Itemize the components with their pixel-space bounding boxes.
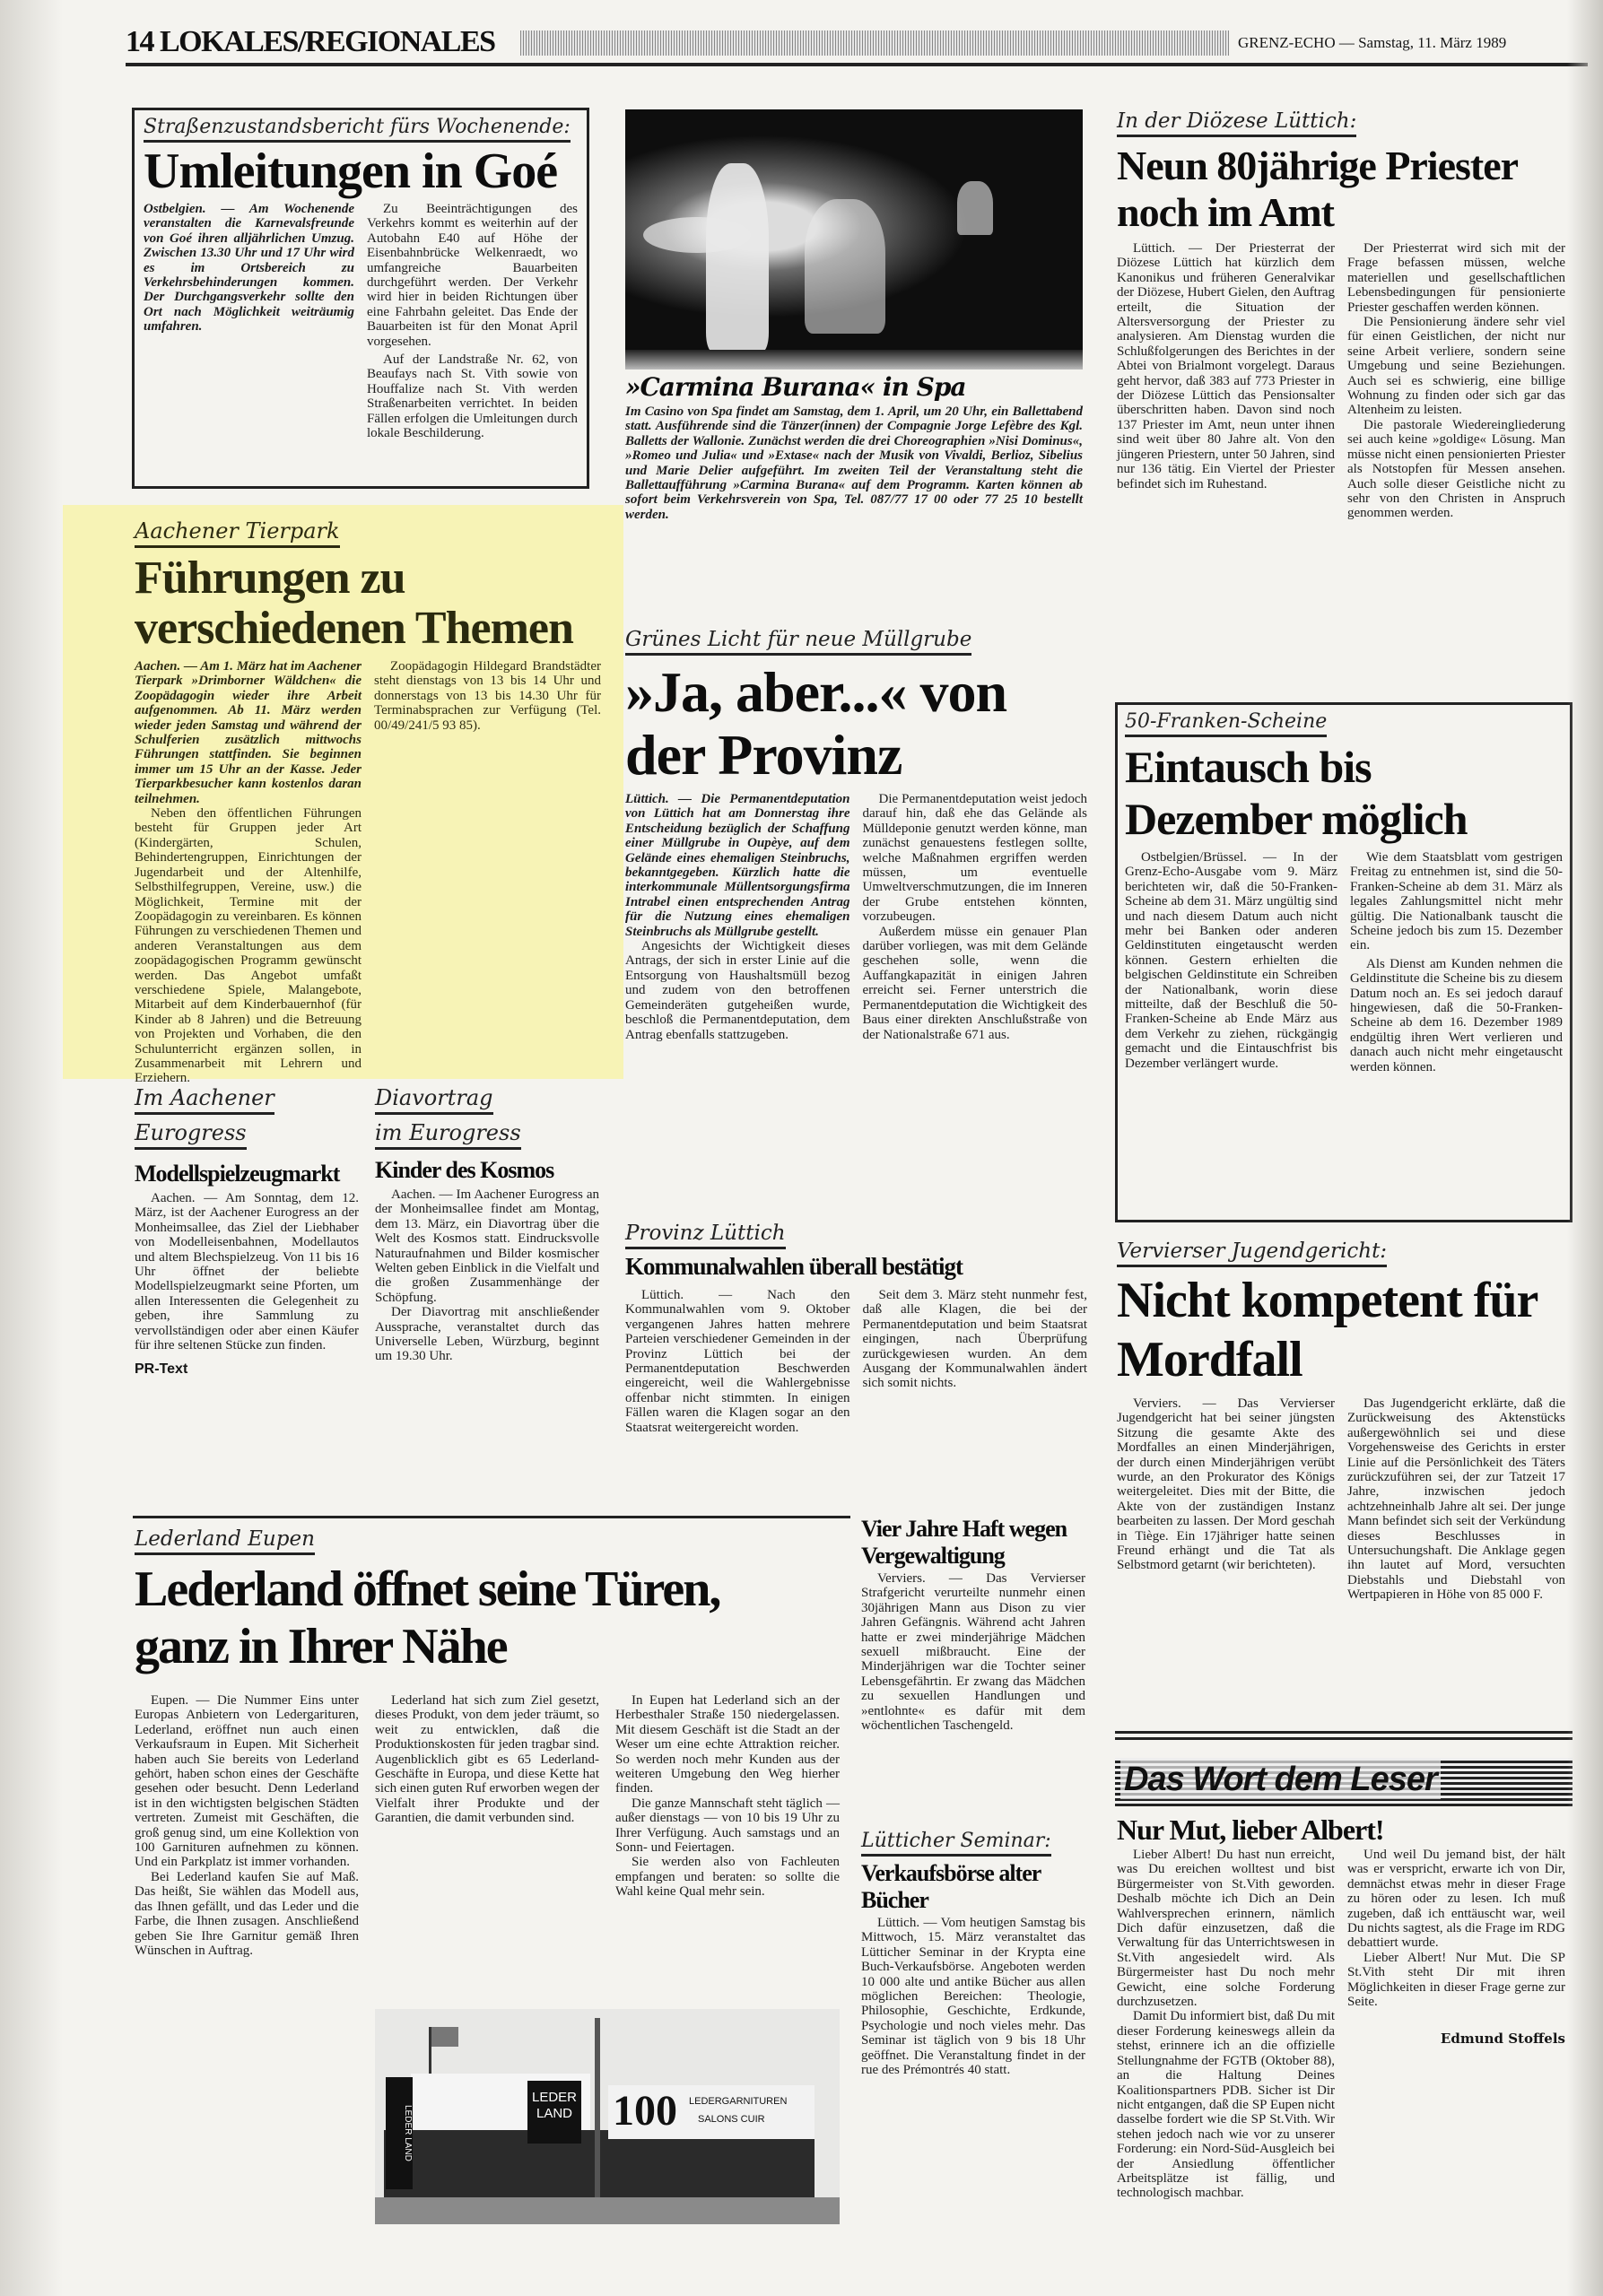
article-paragraph: Lieber Albert! Du hast nun erreicht, was Du ereichen wolltest und bist Bürgermeister von St.Vith geworden. Deshalb möchte ich Dich an Dein Wahlversprechen erinnern, nämlich Dich dafür einzusetzen, daß die Verwaltung für das Unterrichtswesen in St.Vith angesiedelt wird. Als Bürgermeister hast Du noch mehr Gewicht, eine solche Forderung durchzusetzen.: [1117, 1848, 1335, 2010]
store-flag-icon: [431, 2027, 458, 2047]
article-headline: Kommunalwahlen überall bestätigt: [625, 1253, 963, 1280]
article-paragraph: Und weil Du jemand bist, der hält was er verspricht, erwarte ich von Dir, demnächst etwas mehr in dieser Frage zu hören oder zu lesen. Ich muß zugeben, daß ich enttäuscht war, weil Du nichts sagtest, als die Frage im RDG debattiert wurde.: [1347, 1848, 1565, 1951]
article-leser: [1117, 1815, 1565, 2201]
article-paragraph: Verviers. — Das Vervierser Jugendgericht hat bei seiner jüngsten Sitzung die gesamte Akte des Mordfalles an einen Minderjährigen, der durch einen Minderjährigen verübt wurde, an den Prokurator des Königs weitergeleitet. Dies mit der Bitte, die Akte von der zuständigen Instanz bearbeiten zu lassen. Der Mord geschah in Tiège. Ein 17jähriger hatte seinen Freund erhängt und die Tat als Selbstmord getarnt (wir berichteten).: [1117, 1396, 1335, 1573]
ballet-photo: [625, 109, 1083, 370]
article-kosmos: [375, 1085, 599, 1364]
article-headline: Lederland öffnet seine Türen,: [135, 1561, 720, 1617]
article-priester: [1117, 109, 1565, 521]
article-paragraph: Sie werden also von Fachleuten empfangen und beraten: so sollte die Wahl keine Qual mehr sein.: [615, 1855, 840, 1900]
article-paragraph: Lederland hat sich zum Ziel gesetzt, dieses Produkt, von dem jeder träumt, so weit zu entwicklen, daß die Produktionskosten für jeden tragbar sind. Augenblicklich gibt es 65 Lederland-Geschäfte in Europa, und diese Kette hat sich einen guten Ruf erworben wegen der Vielfalt ihrer Produkte und der Garantien, die damit verbunden sind.: [375, 1693, 599, 1826]
column-rule: [133, 1516, 850, 1518]
store-sign-left: LEDER LAND: [386, 2077, 413, 2189]
article-headline: Nur Mut, lieber Albert!: [1117, 1813, 1384, 1846]
article-paragraph: Das Jugendgericht erklärte, daß die Zurückweisung des Aktenstücks außergewöhnlich sei und diese Vorgehensweise des Gerichts in erster Linie auf die Persönlichkeit des Täters zurückzuführen sei, der zur Tatzeit 17 Jahre, inzwischen jedoch achtzehneinhalb Jahre alt sei. Der junge Mann befindet sich seit der Verkündung dieses Beschlusses in Untersuchungshaft. Die Anklage gegen ihn lautet auf Mord, versuchten Diebstahls und Diebstahl von Wertpapieren in Höhe von 85 000 F.: [1347, 1396, 1565, 1603]
article-tierpark-content: [135, 518, 601, 1086]
article-lederland-col1: [135, 1693, 359, 1958]
article-headline: Neun 80jährige Priester noch im Amt: [1117, 143, 1518, 235]
store-sign-ledergarnituren: LEDERGARNITUREN: [689, 2096, 788, 2107]
article-kicker: In der Diözese Lüttich:: [1117, 109, 1356, 137]
article-paragraph: Auf der Landstraße Nr. 62, von Beaufays nach St. Vith sowie von Houffalize nach St. Vith werden Straßenarbeiten verrichtet. In beiden Fällen erfolgen die Umleitungen durch lokale Beschilderung.: [367, 352, 578, 441]
section-banner-title: Das Wort dem Leser: [1120, 1761, 1441, 1799]
article-kicker: Im Aachener: [135, 1085, 274, 1115]
article-paragraph: Lüttich. — Der Priesterrat der Diözese Lüttich hat kürzlich dem Kanonikus und früheren Generalvikar der Diözese, Hubert Gielen, den Auftrag erteilt, die Situation der Altersversorgung der Priester zu analysieren. Am Dienstag wurden die Schlußfolgerungen des Berichtes in der Abtei von Brialmont vorgelegt. Daraus geht hervor, daß 383 auf 773 Priester in der Diözese Lüttich das Pensionsalter überschritten haben. Davon sind noch 137 Priester im Amt, neun unter ihnen sind weit über 80 Jahre alt. Von den jüngeren Priestern, unter 50 Jahren, sind nur 136 tätig. Ein Viertel der Priester befindet sich im Ruhestand.: [1117, 241, 1335, 491]
page-edge-shadow-right: [1567, 0, 1603, 2296]
column-rule: [1115, 1737, 1573, 1740]
article-kicker: Lederland Eupen: [135, 1527, 315, 1555]
article-lederland-col2: [375, 1693, 599, 1826]
article-lederland: [135, 1527, 843, 1675]
article-haft: [861, 1516, 1085, 1733]
masthead-hatch-bar: [520, 30, 1229, 56]
article-body: Lüttich. — Vom heutigen Samstag bis Mittwoch, 15. März veranstaltet das Lütticher Seminar in der Krypta eine Buch-Verkaufsbörse. Angeboten werden 10 000 alte und antike Bücher aus allen möglichen Bereichen: Theologie, Philosophie, Geschichte, Erdkunde, Psychologie und noch vieles mehr. Das Seminar ist täglich von 9 bis 18 Uhr geöffnet. Die Veranstaltung findet in der rue des Prémontrés 40 statt.: [861, 1916, 1085, 2078]
article-kommunal: [625, 1222, 1087, 1435]
store-sign-100: 100: [613, 2087, 677, 2135]
article-kicker: im Eurogress: [375, 1120, 521, 1150]
article-paragraph: Der Diavortrag mit anschließender Aussprache, veranstaltet durch das Universelle Leben, Würzburg, beginnt um 19.30 Uhr.: [375, 1305, 599, 1364]
article-paragraph: Zoopädagogin Hildegard Brandstädter steht dienstags von 13 bis 14 Uhr und donnerstags von 13 bis 14.30 Uhr für Terminabsprachen zur Verfügung (Tel. 00/49/241/5 93 85).: [374, 659, 601, 733]
article-kicker: Vervierser Jugendgericht:: [1117, 1239, 1387, 1267]
article-headline: Umleitungen in Goé: [144, 144, 558, 199]
article-paragraph: Außerdem müsse ein genauer Plan darüber vorliegen, was mit dem Gelände geschehen solle, wenn die Auffangkapazität in einigen Jahren erreicht sei. Ferner unterstrich die Permanentdeputation die Wichtigkeit des Baus einer direkten Anschlußstraße von der Nationalstraße 671 aus.: [862, 924, 1087, 1042]
article-paragraph: Die pastorale Wiedereingliederung sei auch keine »goldige« Lösung. Man müsse nicht einen pensionierten Priester als Notstopfen für Messen ansehen. Auch solle dieser Geistliche nicht zu sehr von den Christen in Anspruch genommen werden.: [1347, 417, 1565, 521]
section-banner-leser: [1115, 1758, 1573, 1806]
page-section-title: 14 LOKALES/REGIONALES: [126, 25, 495, 58]
article-body: Im Casino von Spa findet am Samstag, dem 1. April, um 20 Uhr, ein Ballettabend statt. Ausführende sind die Tänzer(innen) der Compagnie Jorge Lefèbre des Kgl. Balletts der Wallonie. Zunächst werden die drei Choreographien »Nisi Dominus«, »Romeo und Julia« und »Extase« nach der Musik von Vivaldi, Berlioz, Sibelius und Marie Delier aufgeführt. Im zweiten Teil der Veranstaltung steht die Ballettaufführung »Carmina Burana« auf dem Programm. Karten können ab sofort beim Verkehrsverein von Spa, Tel. 087/77 17 00 oder 77 25 10 bestellt werden.: [625, 404, 1083, 522]
stage-floor: [625, 350, 1083, 370]
article-headline: Eintausch bis Dezember möglich: [1125, 742, 1468, 844]
article-paragraph: Seit dem 3. März steht nunmehr fest, daß alle Klagen, die bei der Permanentdeputation und beim Staatsrat eingingen, nach Überprüfung zurückgewiesen wurden. An dem Ausgang der Kommunalwahlen ändert sich somit nichts.: [862, 1288, 1087, 1391]
article-paragraph: Die Permanentdeputation weist jedoch darauf hin, daß ehe das Gelände als Mülldeponie genutzt werden könne, man zunächst genauestens festlegen sollte, welche Maßnahmen ergriffen werden müssen, um eventuelle Umweltverschmutzungen, die im Inneren der Grube entstehen könnten, vorzubeugen.: [862, 792, 1087, 925]
article-headline: Nicht kompetent für Mordfall: [1117, 1273, 1538, 1387]
article-franken: [1115, 702, 1573, 1222]
article-paragraph: Zu Beeinträchtigungen des Verkehrs kommt es weiterhin auf der Autobahn E40 auf Höhe der Eisenbahnbrücke Welkenraedt, wo umfangreiche Bauarbeiten durchgeführt werden. Der Verkehr wird hier in beiden Richtungen über eine Fahrbahn geleitet. Das Ende der Bauarbeiten ist für den Monat April vorgesehen.: [367, 202, 578, 349]
article-headline: Modellspielzeugmarkt: [135, 1161, 340, 1187]
store-sign-main: LEDER LAND: [527, 2081, 581, 2144]
article-seminar: [861, 1830, 1085, 2077]
article-headline: »Carmina Burana« in Spa: [625, 372, 966, 402]
article-lead: Aachen. — Am 1. März hat im Aachener Tierpark »Drimborner Wäldchen« die Zoopädagogin wieder ihre Arbeit aufgenommen. Ab 11. März werden wieder jeden Samstag und während der Schulferien zusätzlich mittwochs Führungen stattfinden. Sie beginnen immer um 15 Uhr an der Kasse. Jeder Tierparkbesucher kann kostenlos daran teilnehmen.: [135, 659, 362, 806]
store-ground: [375, 2197, 840, 2224]
article-kicker: Eurogress: [135, 1120, 247, 1150]
article-paragraph: Die Pensionierung ändere sehr viel für einen Geistlichen, der nicht nur seine Arbeit verliere, sondern seine Umgebung und seine Beziehungen. Auch sei es schwierig, eine billige Wohnung zu finden oder sich gar das Altenheim zu leisten.: [1347, 315, 1565, 418]
masthead: [126, 25, 1588, 70]
article-paragraph: Ostbelgien/Brüssel. — In der Grenz-Echo-Ausgabe vom 9. März berichteten wir, daß die 50-Franken-Scheine ab dem 31. März ungültig sind und nach diesem Datum auch nicht mehr bei Banken oder anderen Geldinstituten eingetauscht werden können. Gestern erhielten die belgischen Geldinstitute ein Schreiben der Nationalbank, worin diese mitteilte, daß der Beschluß die 50-Franken-Scheine ab Ende März aus dem Verkehr zu ziehen, rückgängig gemacht und die Eintauschfrist bis Dezember verlängert wurde.: [1125, 850, 1337, 1071]
article-paragraph: Die ganze Mannschaft steht täglich — außer dienstags — von 10 bis 19 Uhr zu Ihrer Verfügung. Auch samstags und an Sonn- und Feiertagen.: [615, 1796, 840, 1856]
article-mordfall: [1117, 1239, 1565, 1603]
dancer-figure: [957, 181, 993, 235]
article-headline: »Ja, aber...« von der Provinz: [625, 660, 1007, 787]
page-edge-shadow: [0, 0, 63, 2296]
article-paragraph: Bei Lederland kaufen Sie auf Maß. Das heißt, Sie wählen das Modell aus, das Ihnen gefällt, und das Leder und die Farbe, die Ihnen zusagen. Anschließend geben Sie Ihre Garnitur gemäß Ihren Wünschen in Auftrag.: [135, 1869, 359, 1958]
article-paragraph: Neben den öffentlichen Führungen besteht für Gruppen jeder Art (Kindergärten, Schulen, Behindertengruppen, Einrichtungen der Jugendarbeit und der Altenhilfe, Selbsthilfegruppen, Vereine, usw.) die Möglichkeit, Termine mit der Zoopädagogin zu vereinbaren. Es können Führungen zu verschiedenen Themen und anderen Veranstaltungen aus dem zoopädagogischen Programm gewünscht werden. Das Angebot umfaßt verschiedene Spiele, Malangebote, Mitarbeit auf dem Kinderbauernhof (für Kinder ab 8 Jahren) und die Betreuung von Projekten und Vorhaben, die den Schulunterricht ergänzen sollen, in Zusammenarbeit mit Lehrern und Erziehern.: [135, 806, 362, 1086]
masthead-rule: [126, 63, 1588, 66]
article-kicker: Lütticher Seminar:: [861, 1830, 1051, 1857]
article-lead: Lüttich. — Die Permanentdeputation von Lüttich hat am Donnerstag ihre Entscheidung bezüglich der Schaffung einer Müllgrube in Oupèye, auf dem Gelände eines ehemaligen Steinbruchs, bekanntgegeben. Kürzlich hatte die interkommunale Müllentsorgungsfirma Intrabel einen entsprechenden Antrag für die Nutzung eines ehemaligen Steinbruchs als Müllgrube gestellt.: [625, 792, 850, 939]
article-body: Aachen. — Am Sonntag, dem 12. März, ist der Aachener Eurogress an der Monheimsallee, das Ziel der Liebhaber von Modelleisenbahnen, Modellautos und altem Blechspielzeug. Von 11 bis 16 Uhr öffnet der beliebte Modellspielzeugmarkt seine Pforten, um allen Interessenten die Gelegenheit zu geben, ihre Sammlung zu vervollständigen oder aber einen Käufer für ihre seltenen Stücke zun finden.: [135, 1191, 359, 1353]
article-body: Verviers. — Das Vervierser Strafgericht verurteilte nunmehr einen 30jährigen Mann aus Dison zu vier Jahren Gefängnis. Während acht Jahren hatte er zwei minderjährige Mädchen sexuell mißbraucht. Eine der Minderjährigen war die Tochter seiner Lebensgefährtin. Er zwang das Mädchen zu sexuellen Handlungen und »entlohnte« es dafür mit dem wöchentlichen Taschengeld.: [861, 1571, 1085, 1734]
article-kicker: Diavortrag: [375, 1085, 493, 1115]
article-paragraph: Lieber Albert! Nur Mut. Die SP St.Vith steht Dir mit ihren Möglichkeiten in dieser Frage gerne zur Seite.: [1347, 1950, 1565, 2010]
article-headline: Kinder des Kosmos: [375, 1157, 554, 1183]
dancer-figure: [643, 217, 751, 253]
article-muellgrube: [625, 628, 1087, 1042]
article-kicker: 50-Franken-Scheine: [1125, 710, 1327, 737]
article-headline: Führungen zu verschiedenen Themen: [135, 552, 573, 654]
article-paragraph: Angesichts der Wichtigkeit dieses Antrags, der sich in erster Linie auf die Entsorgung von Haushaltsmüll bezog und zudem von den betroffenen Gemeinderäten gutgeheißen wurde, beschloß die Permanentdeputation, dem Antrag ebenfalls stattzugeben.: [625, 939, 850, 1042]
dateline: GRENZ-ECHO — Samstag, 11. März 1989: [1238, 34, 1507, 51]
article-paragraph: Lüttich. — Nach den Kommunalwahlen vom 9. Oktober vergangenen Jahres hatten mehrere Parteien verschiedener Gemeinden in der Provinz Lüttich bei der Permanentdeputation Beschwerden eingereicht, weil die Wahlergebnisse offenbar nicht stimmten. In einigen Fällen waren die Klagen sogar an den Staatsrat weitergereicht worden.: [625, 1288, 850, 1435]
article-kicker: Provinz Lüttich: [625, 1222, 786, 1249]
article-headline: Vier Jahre Haft wegen Vergewaltigung: [861, 1516, 1067, 1569]
article-paragraph: Wie dem Staatsblatt vom gestrigen Freitag zu entnehmen ist, sind die 50-Franken-Scheine ab dem 31. März als legales Zahlungsmittel nicht mehr gültig. Die Nationalbank tauscht die Scheine jedoch bis zum 15. Dezember ein.: [1350, 850, 1563, 953]
store-photo: [375, 2009, 840, 2224]
article-headline: ganz in Ihrer Nähe: [135, 1619, 507, 1674]
article-carmina: [625, 372, 1083, 522]
column-rule: [1115, 1731, 1573, 1734]
store-sign-salons: SALONS CUIR: [698, 2114, 765, 2125]
article-paragraph: Der Priesterrat wird sich mit der Frage befassen müssen, welche materiellen und gesellschaftlichen Lebensbedingungen für pensionierte Priester geschaffen werden können.: [1347, 241, 1565, 315]
letter-signature: Edmund Stoffels: [1440, 2031, 1565, 2048]
article-lederland-col3: [615, 1693, 840, 1900]
article-kicker: Aachener Tierpark: [135, 518, 340, 548]
article-paragraph: Als Dienst am Kunden nehmen die Geldinstitute die Scheine bis zu diesem Datum noch an. Es sei jedoch darauf hingewiesen, daß die 50-Franken-Scheine ab dem 16. Dezember 1989 endgültig ihren Wert verlieren und danach auch nicht mehr eingetauscht werden können.: [1350, 956, 1563, 1074]
pr-text-label: PR-Text: [135, 1361, 188, 1378]
article-paragraph: In Eupen hat Lederland sich an der Herbesthaler Straße 150 niedergelassen. Mit diesem Geschäft ist die Stadt an der Weser um eine echte Attraktion reicher. So werden noch mehr Kunden aus der weiteren Umgebung den Weg hierher finden.: [615, 1693, 840, 1796]
article-lead: Ostbelgien. — Am Wochenende veranstalten die Karnevalsfreunde von Goé ihren alljährlichen Umzug. Zwischen 13.30 Uhr und 17 Uhr wird es im Ortsbereich zu Verkehrsbehinderungen kommen. Der Durchgangsverkehr sollte den Ort nach Möglichkeit weiträumig umfahren.: [144, 202, 354, 335]
article-kicker: Straßenzustandsbericht fürs Wochenende:: [144, 116, 571, 143]
article-modell: [135, 1085, 359, 1378]
article-kicker: Grünes Licht für neue Müllgrube: [625, 628, 971, 656]
article-paragraph: Damit Du informiert bist, daß Du mit dieser Forderung keineswegs allein da stehst, erinnere ich an die offizielle Stellungnahme der FGTB (Oktober 88), an die Haltung Deines Koalitionspartners PDB. Sicher ist Dir nicht entgangen, daß die SP Eupen nicht dasselbe fordert wie die SP St.Vith. Wir stehen jedoch nach wie vor zu unserer Forderung: ein Nord-Süd-Ausgleich bei der Ansiedlung öffentlicher Arbeitsplätze ist fällig, und technologisch machbar.: [1117, 2009, 1335, 2201]
article-goe: [132, 108, 589, 489]
article-paragraph: Aachen. — Im Aachener Eurogress an der Monheimsallee findet am Montag, dem 13. März, ein Diavortrag über die Welt des Kosmos statt. Eindrucksvolle Naturaufnahmen und Bilder kosmischer Welten geben Einblick in die Vielfalt und die großen Zusammenhänge der Schöpfung.: [375, 1187, 599, 1305]
store-pole: [595, 2018, 600, 2197]
dancer-figure: [706, 163, 769, 352]
article-paragraph: Eupen. — Die Nummer Eins unter Europas Anbietern von Ledergarituren, Lederland, eröffnet nun auch einen Verkaufsraum in Eupen. Mit Sicherheit haben auch Sie bereits von Lederland gehört, haben schon eines der Geschäfte gesehen oder besucht. Denn Lederland ist in den wichtigsten belgischen Städten vertreten. Zumeist mit Geschäften, die groß genug sind, um eine Kollektion von 100 Garnituren aufnehmen zu können. Und ein Parkplatz ist immer vorhanden.: [135, 1693, 359, 1870]
dancer-figure: [805, 199, 885, 334]
article-headline: Verkaufsbörse alter Bücher: [861, 1860, 1041, 1913]
